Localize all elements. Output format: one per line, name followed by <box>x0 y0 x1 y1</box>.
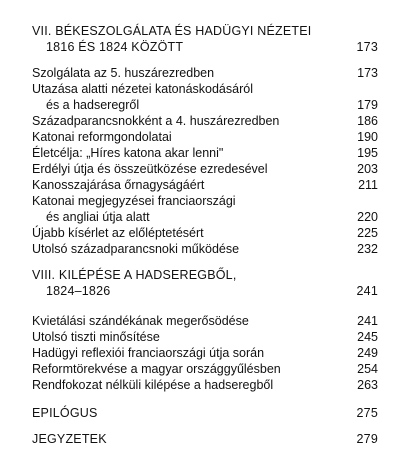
chapter-8-page: 241 <box>356 284 378 298</box>
chapter-7-page: 173 <box>356 40 378 54</box>
table-of-contents: VII. BÉKESZOLGÁLATA ÉS HADÜGYI NÉZETEI 1816 ÉS 1824 KÖZÖTT 173 Szolgálata az 5. huszárezredben 173 Utazása alatti nézetei katonáskodásáról és a hadseregről 179 Századparancsnokként a 4. huszárezredben 186 Katonai reformgondolatai 190 Életcélja: „Híres katona akar lenni" 195 Erdélyi útja és összeütközése ezredesével 203 Kanosszajárása őrnagyságáért 211 Katonai megjegyzései franciaországi és angliai útja alatt 220 Újabb kísérlet az előléptetésért 225 Utolsó századparancsnoki működése 232 VIII. KILÉPÉSE A HADSEREGBŐL, 1824–1826 241 Kvietálási szándékának megerősödése 241 Utolsó tiszti minősítése 245 Hadügyi reflexiói franciaországi útja során 249 Reformtörekvése a magyar országgyűlésben 254 Rendfokozat nélküli kilépése a hadseregből 263 EPILÓGUS 275 JEGYZETEK 279 <box>32 24 378 446</box>
